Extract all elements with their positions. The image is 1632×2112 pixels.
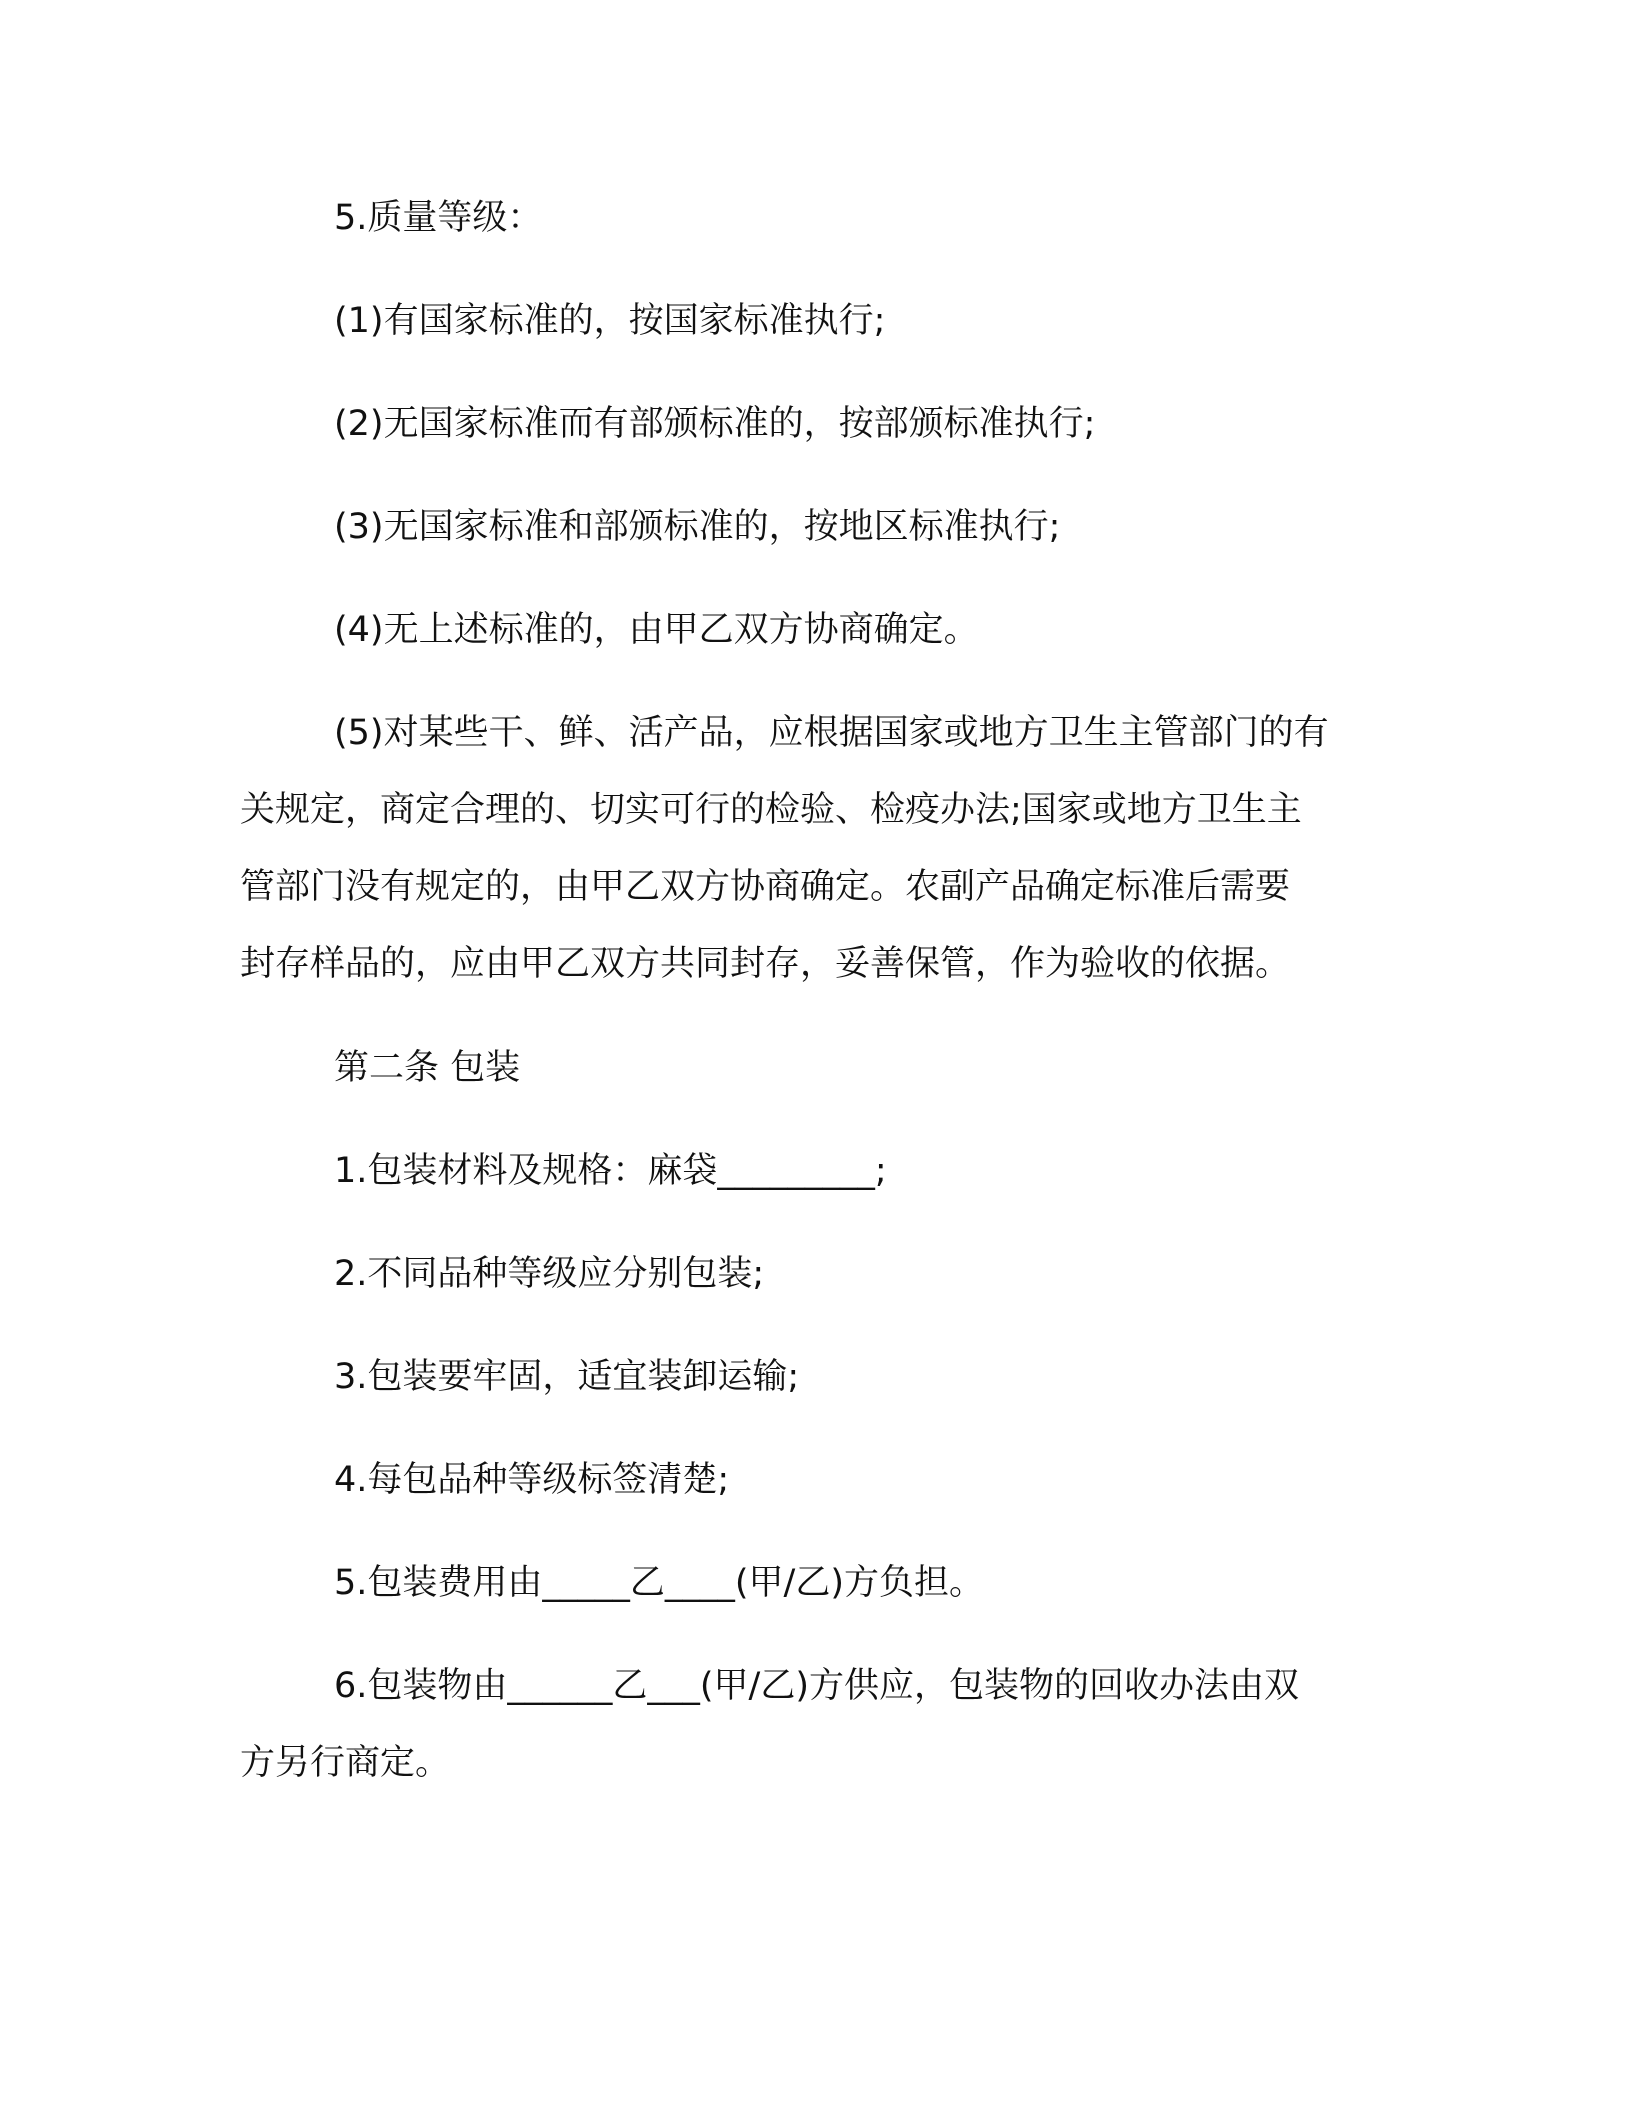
paragraph-line: (1)有国家标准的，按国家标准执行;	[334, 301, 886, 341]
paragraph-item-2	[240, 386, 1390, 463]
paragraph-line: 4.每包品种等级标签清楚;	[334, 1460, 730, 1500]
section-heading-packaging	[240, 1030, 1390, 1107]
paragraph-packaging-4	[240, 1442, 1390, 1519]
paragraph-line: 第二条 包装	[334, 1048, 521, 1088]
paragraph-packaging-6	[240, 1648, 1390, 1802]
paragraph-item-3	[240, 489, 1390, 566]
paragraph-line: (5)对某些干、鲜、活产品，应根据国家或地方卫生主管部门的有	[334, 713, 1329, 753]
paragraph-item-1	[240, 283, 1390, 360]
paragraph-packaging-2	[240, 1236, 1390, 1313]
paragraph-line: (4)无上述标准的，由甲乙双方协商确定。	[334, 610, 979, 650]
paragraph-line: 3.包装要牢固，适宜装卸运输;	[334, 1357, 800, 1397]
paragraph-line: 管部门没有规定的，由甲乙双方协商确定。农副产品确定标准后需要	[240, 867, 1291, 907]
paragraph-packaging-1	[240, 1133, 1390, 1210]
paragraph-packaging-3	[240, 1339, 1390, 1416]
paragraph-line: (3)无国家标准和部颁标准的，按地区标准执行;	[334, 507, 1061, 547]
paragraph-line: (2)无国家标准而有部颁标准的，按部颁标准执行;	[334, 404, 1096, 444]
paragraph-line: 2.不同品种等级应分别包装;	[334, 1254, 765, 1294]
paragraph-line: 1.包装材料及规格：麻袋_________;	[334, 1151, 887, 1191]
paragraph-line: 方另行商定。	[240, 1743, 451, 1783]
paragraph-line: 5.质量等级：	[334, 198, 543, 238]
paragraph-line: 6.包装物由______乙___(甲/乙)方供应，包装物的回收办法由双	[334, 1666, 1299, 1706]
paragraph-line: 5.包装费用由_____乙____(甲/乙)方负担。	[334, 1563, 984, 1603]
paragraph-line: 封存样品的，应由甲乙双方共同封存，妥善保管，作为验收的依据。	[240, 944, 1291, 984]
paragraph-item-4	[240, 592, 1390, 669]
paragraph-line: 关规定，商定合理的、切实可行的检验、检疫办法;国家或地方卫生主	[240, 790, 1302, 830]
paragraph-packaging-5	[240, 1545, 1390, 1622]
paragraph-item-5	[240, 695, 1390, 1003]
paragraph-quality-grade	[240, 180, 1390, 257]
